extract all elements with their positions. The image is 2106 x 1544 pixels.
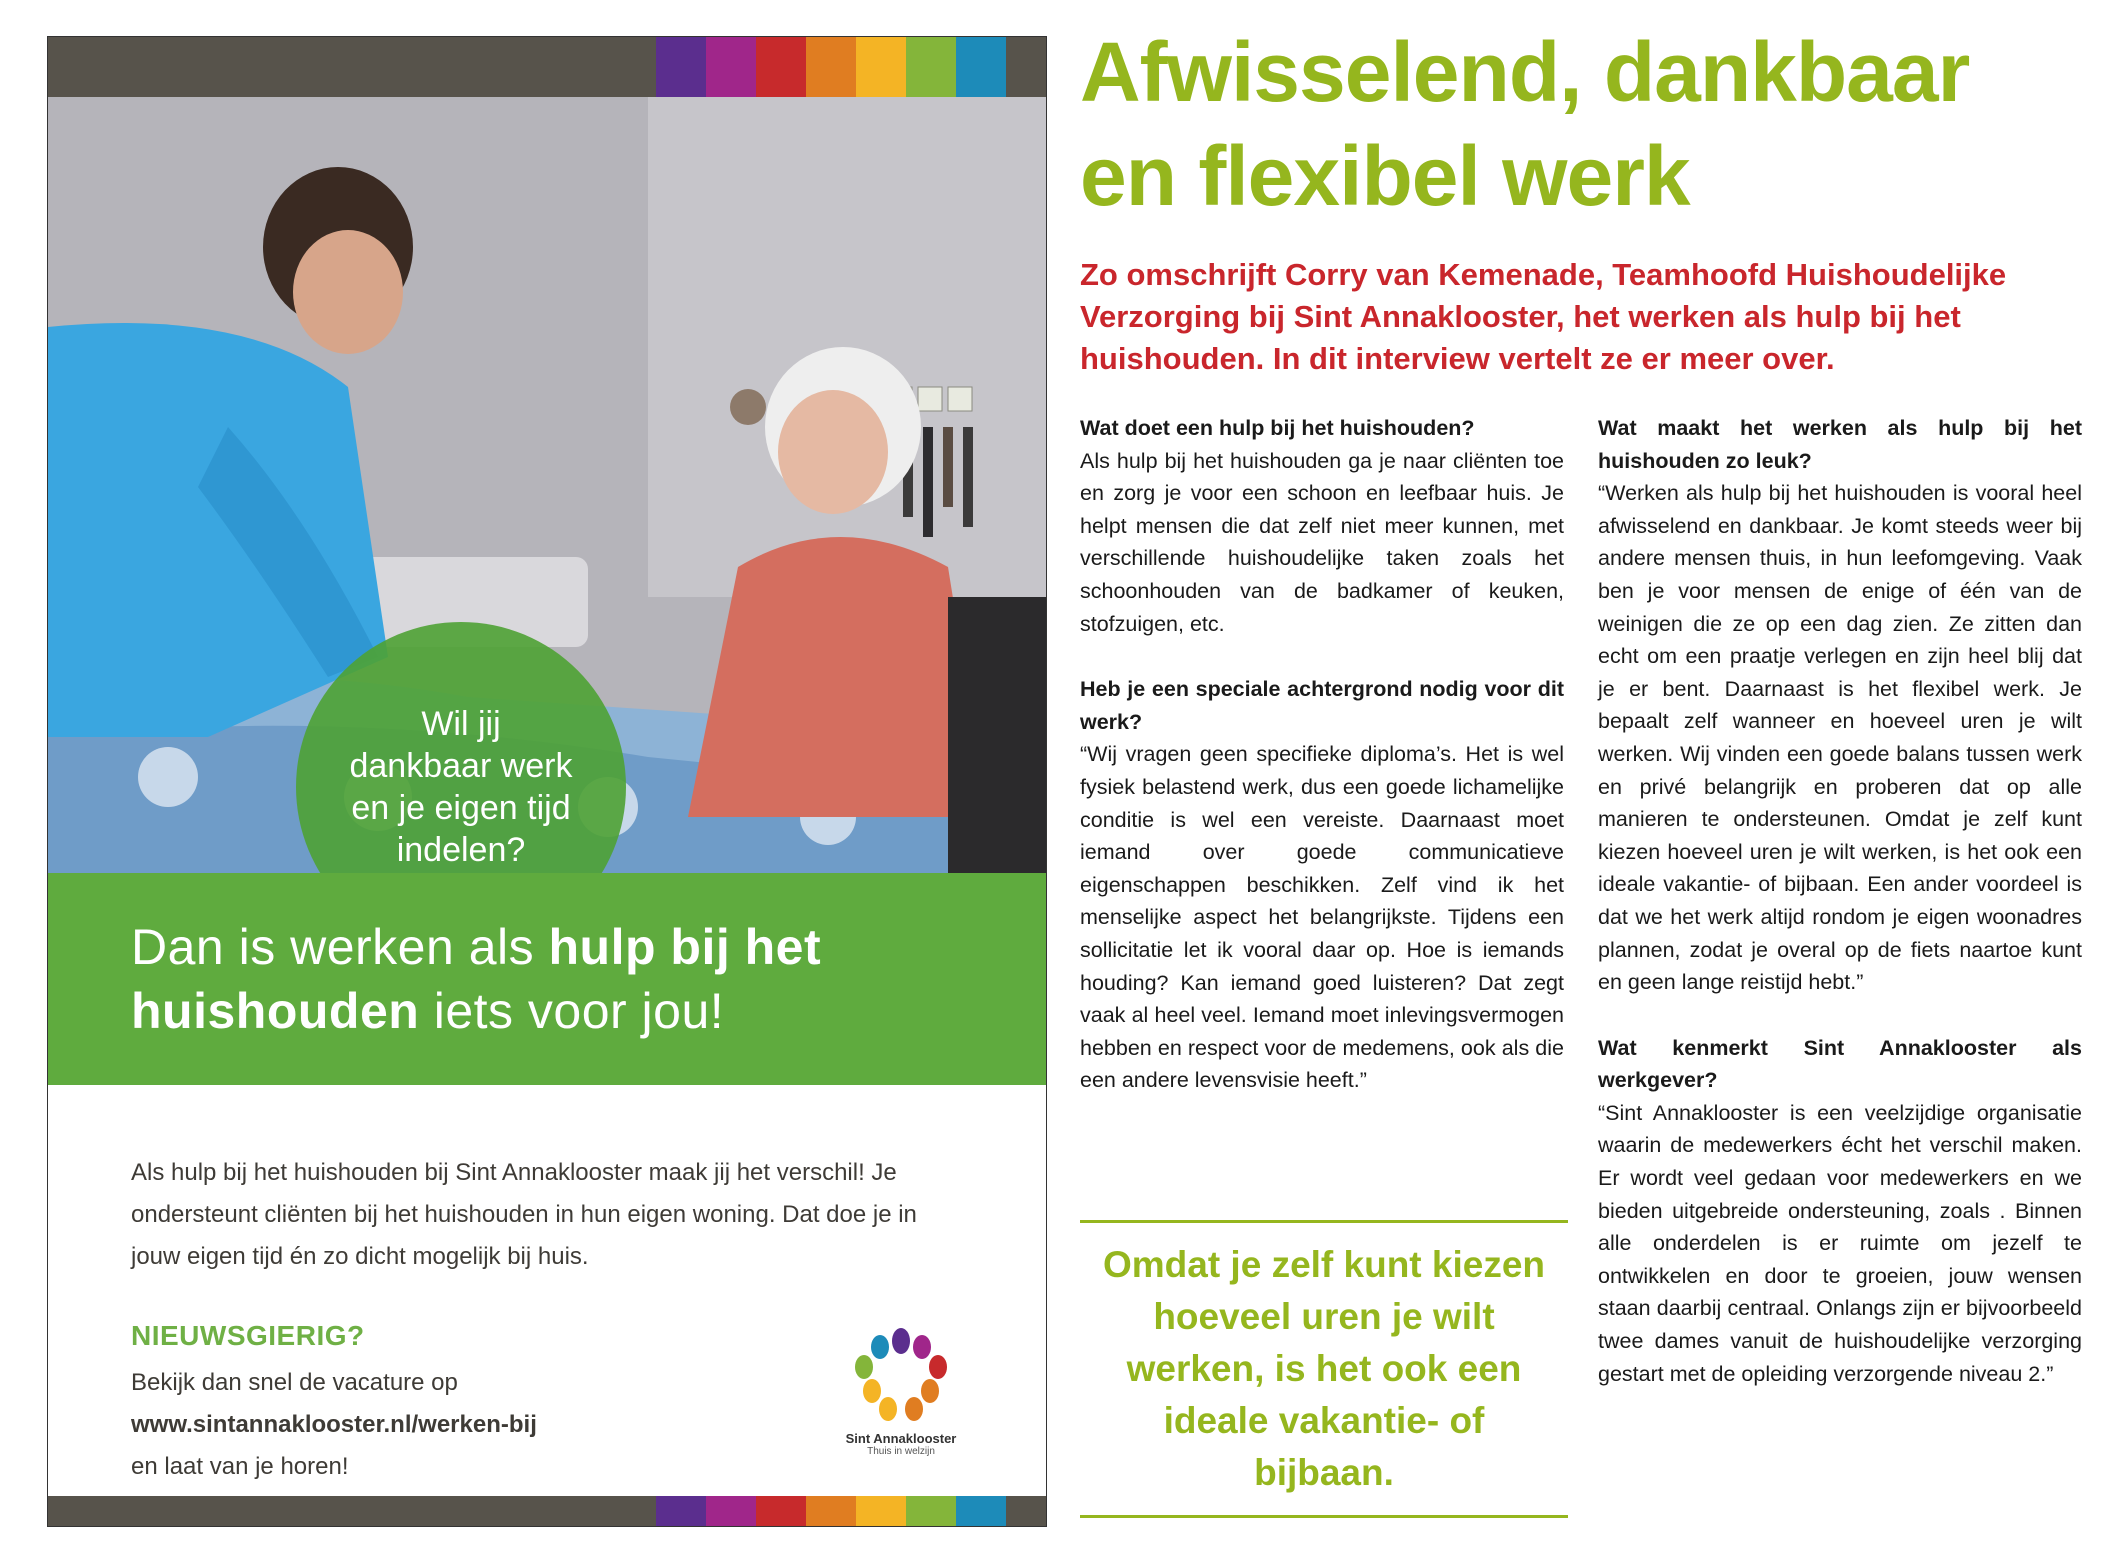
ad-bottom-bar bbox=[48, 1496, 1046, 1526]
color-stripe bbox=[706, 1496, 756, 1526]
pull-quote: Omdat je zelf kunt kiezen hoeveel uren je wilt werken, is het ook een ideale vakantie- of bijbaan. bbox=[1080, 1220, 1568, 1518]
ad-body-text: Als hulp bij het huishouden bij Sint Annaklooster maak jij het verschil! Je ondersteunt cliënten bij het huishouden in hun eigen woning. Dat doe je in jouw eigen tijd én zo dicht mogelijk bij huis. bbox=[131, 1159, 917, 1270]
ad-headline-band bbox=[48, 873, 1046, 1085]
ad-cta-line2: en laat van je horen! bbox=[131, 1453, 349, 1480]
ad-cta-text bbox=[131, 1362, 731, 1488]
color-stripe bbox=[856, 37, 906, 97]
color-stripe bbox=[806, 37, 856, 97]
color-stripe bbox=[756, 1496, 806, 1526]
color-stripe bbox=[806, 1496, 856, 1526]
recruitment-advertisement bbox=[47, 36, 1047, 1527]
section-answer: Als hulp bij het huishouden ga je naar cliënten toe en zorg je voor een schoon en leefbaar huis. Je helpt mensen die dat zelf niet meer kunnen, met verschillende huishoudelijke taken zoals het schoonhouden van de badkamer of keuken, stofzuigen, etc. bbox=[1080, 448, 1564, 636]
section-question: Heb je een speciale achtergrond nodig voor dit werk? bbox=[1080, 677, 1564, 734]
ad-cta-url-link[interactable]: www.sintannaklooster.nl/werken-bij bbox=[131, 1411, 537, 1438]
ad-cta-line1: Bekijk dan snel de vacature op bbox=[131, 1369, 458, 1396]
ad-headline-part1: Dan is werken als bbox=[131, 919, 549, 975]
color-stripe bbox=[906, 1496, 956, 1526]
ad-cta-heading: NIEUWSGIERIG? bbox=[131, 1320, 365, 1351]
color-stripe bbox=[956, 37, 1006, 97]
ad-headline-part2: iets voor jou! bbox=[419, 983, 725, 1039]
section-answer: “Wij vragen geen specifieke diploma’s. Het is wel fysiek belastend werk, dus een goede lichamelijke conditie is wel een vereiste. Daarnaast moet iemand over goede communicatieve eigenschappen beschikken. Zelf vind ik het menselijke aspect het belangrijkste. Tijdens een sollicitatie let ik vooral daar op. Hoe is iemands houding? Kan iemand goed luisteren? Dat zegt vaak al heel veel. Iemand moet inlevingsvermogen hebben en respect voor de medemens, ook als die een andere levensvisie heeft.” bbox=[1080, 742, 1564, 1093]
ad-photo-caregiver-and-client bbox=[48, 97, 1046, 873]
article-column-right bbox=[1598, 412, 2082, 1423]
color-stripe bbox=[706, 37, 756, 97]
color-stripes-top bbox=[656, 37, 1006, 97]
section-question: Wat maakt het werken als hulp bij het huishouden zo leuk? bbox=[1598, 416, 2082, 473]
ad-bubble-question: Wil jij dankbaar werk en je eigen tijd indelen? bbox=[296, 622, 626, 873]
color-stripe bbox=[656, 1496, 706, 1526]
section-question: Wat kenmerkt Sint Annaklooster als werkgever? bbox=[1598, 1035, 2082, 1093]
article-column-left bbox=[1080, 412, 1564, 1130]
article-intro: Zo omschrijft Corry van Kemenade, Teamhoofd Huishoudelijke Verzorging bij Sint Annaklooster, het werken als hulp bij het huishouden. In dit interview vertelt ze er meer over. bbox=[1080, 257, 2007, 376]
color-stripe bbox=[656, 37, 706, 97]
article-headline: Afwisselend, dankbaar en flexibel werk bbox=[1080, 25, 1970, 223]
color-stripe bbox=[906, 37, 956, 97]
color-stripes-bottom bbox=[656, 1496, 1006, 1526]
logo-tagline: Thuis in welzijn bbox=[867, 1446, 935, 1457]
ad-headline-bold: hulp bij het huishouden bbox=[131, 919, 822, 1039]
sint-annaklooster-logo bbox=[826, 1327, 976, 1457]
color-stripe bbox=[756, 37, 806, 97]
ad-top-bar bbox=[48, 37, 1046, 97]
color-stripe bbox=[856, 1496, 906, 1526]
section-question: Wat doet een hulp bij het huishouden? bbox=[1080, 416, 1475, 440]
logo-name: Sint Annaklooster bbox=[845, 1431, 957, 1446]
color-stripe bbox=[956, 1496, 1006, 1526]
logo-heart-icon bbox=[846, 1327, 956, 1427]
section-answer: “Sint Annaklooster is een veelzijdige organisatie waarin de medewerkers écht het verschil maken. Er wordt veel gedaan voor medewerkers en we bieden uitgebreide ondersteuning, zoals . Binnen alle onderdelen is er ruimte om jezelf te ontwikkelen en door te groeien, jouw wensen staan daarbij centraal. Onlangs zijn er bijvoorbeeld twee dames vanuit de huishoudelijke verzorging gestart met de opleiding verzorgende niveau 2.” bbox=[1598, 1100, 2082, 1386]
section-answer: “Werken als hulp bij het huishouden is vooral heel afwisselend en dankbaar. Je komt steeds weer bij andere mensen thuis, in hun leefomgeving. Vaak ben je voor mensen de enige of één van de weinigen die ze op een dag zien. Ze zitten dan echt om een praatje verlegen en zijn heel blij dat je er bent. Daarnaast is het flexibel werk. Je bepaalt zelf wanneer en hoeveel uren je wilt werken. Wij vinden een goede balans tussen werk en privé belangrijk en proberen dat op alle manieren te ondersteunen. Omdat je zelf kunt kiezen hoeveel uren je wilt werken, is het ook een ideale vakantie- of bijbaan. Een ander voordeel is dat we het werk altijd rondom je eigen woonadres plannen, zodat je overal op de fiets naartoe kunt en geen lange reistijd hebt.” bbox=[1598, 481, 2082, 995]
